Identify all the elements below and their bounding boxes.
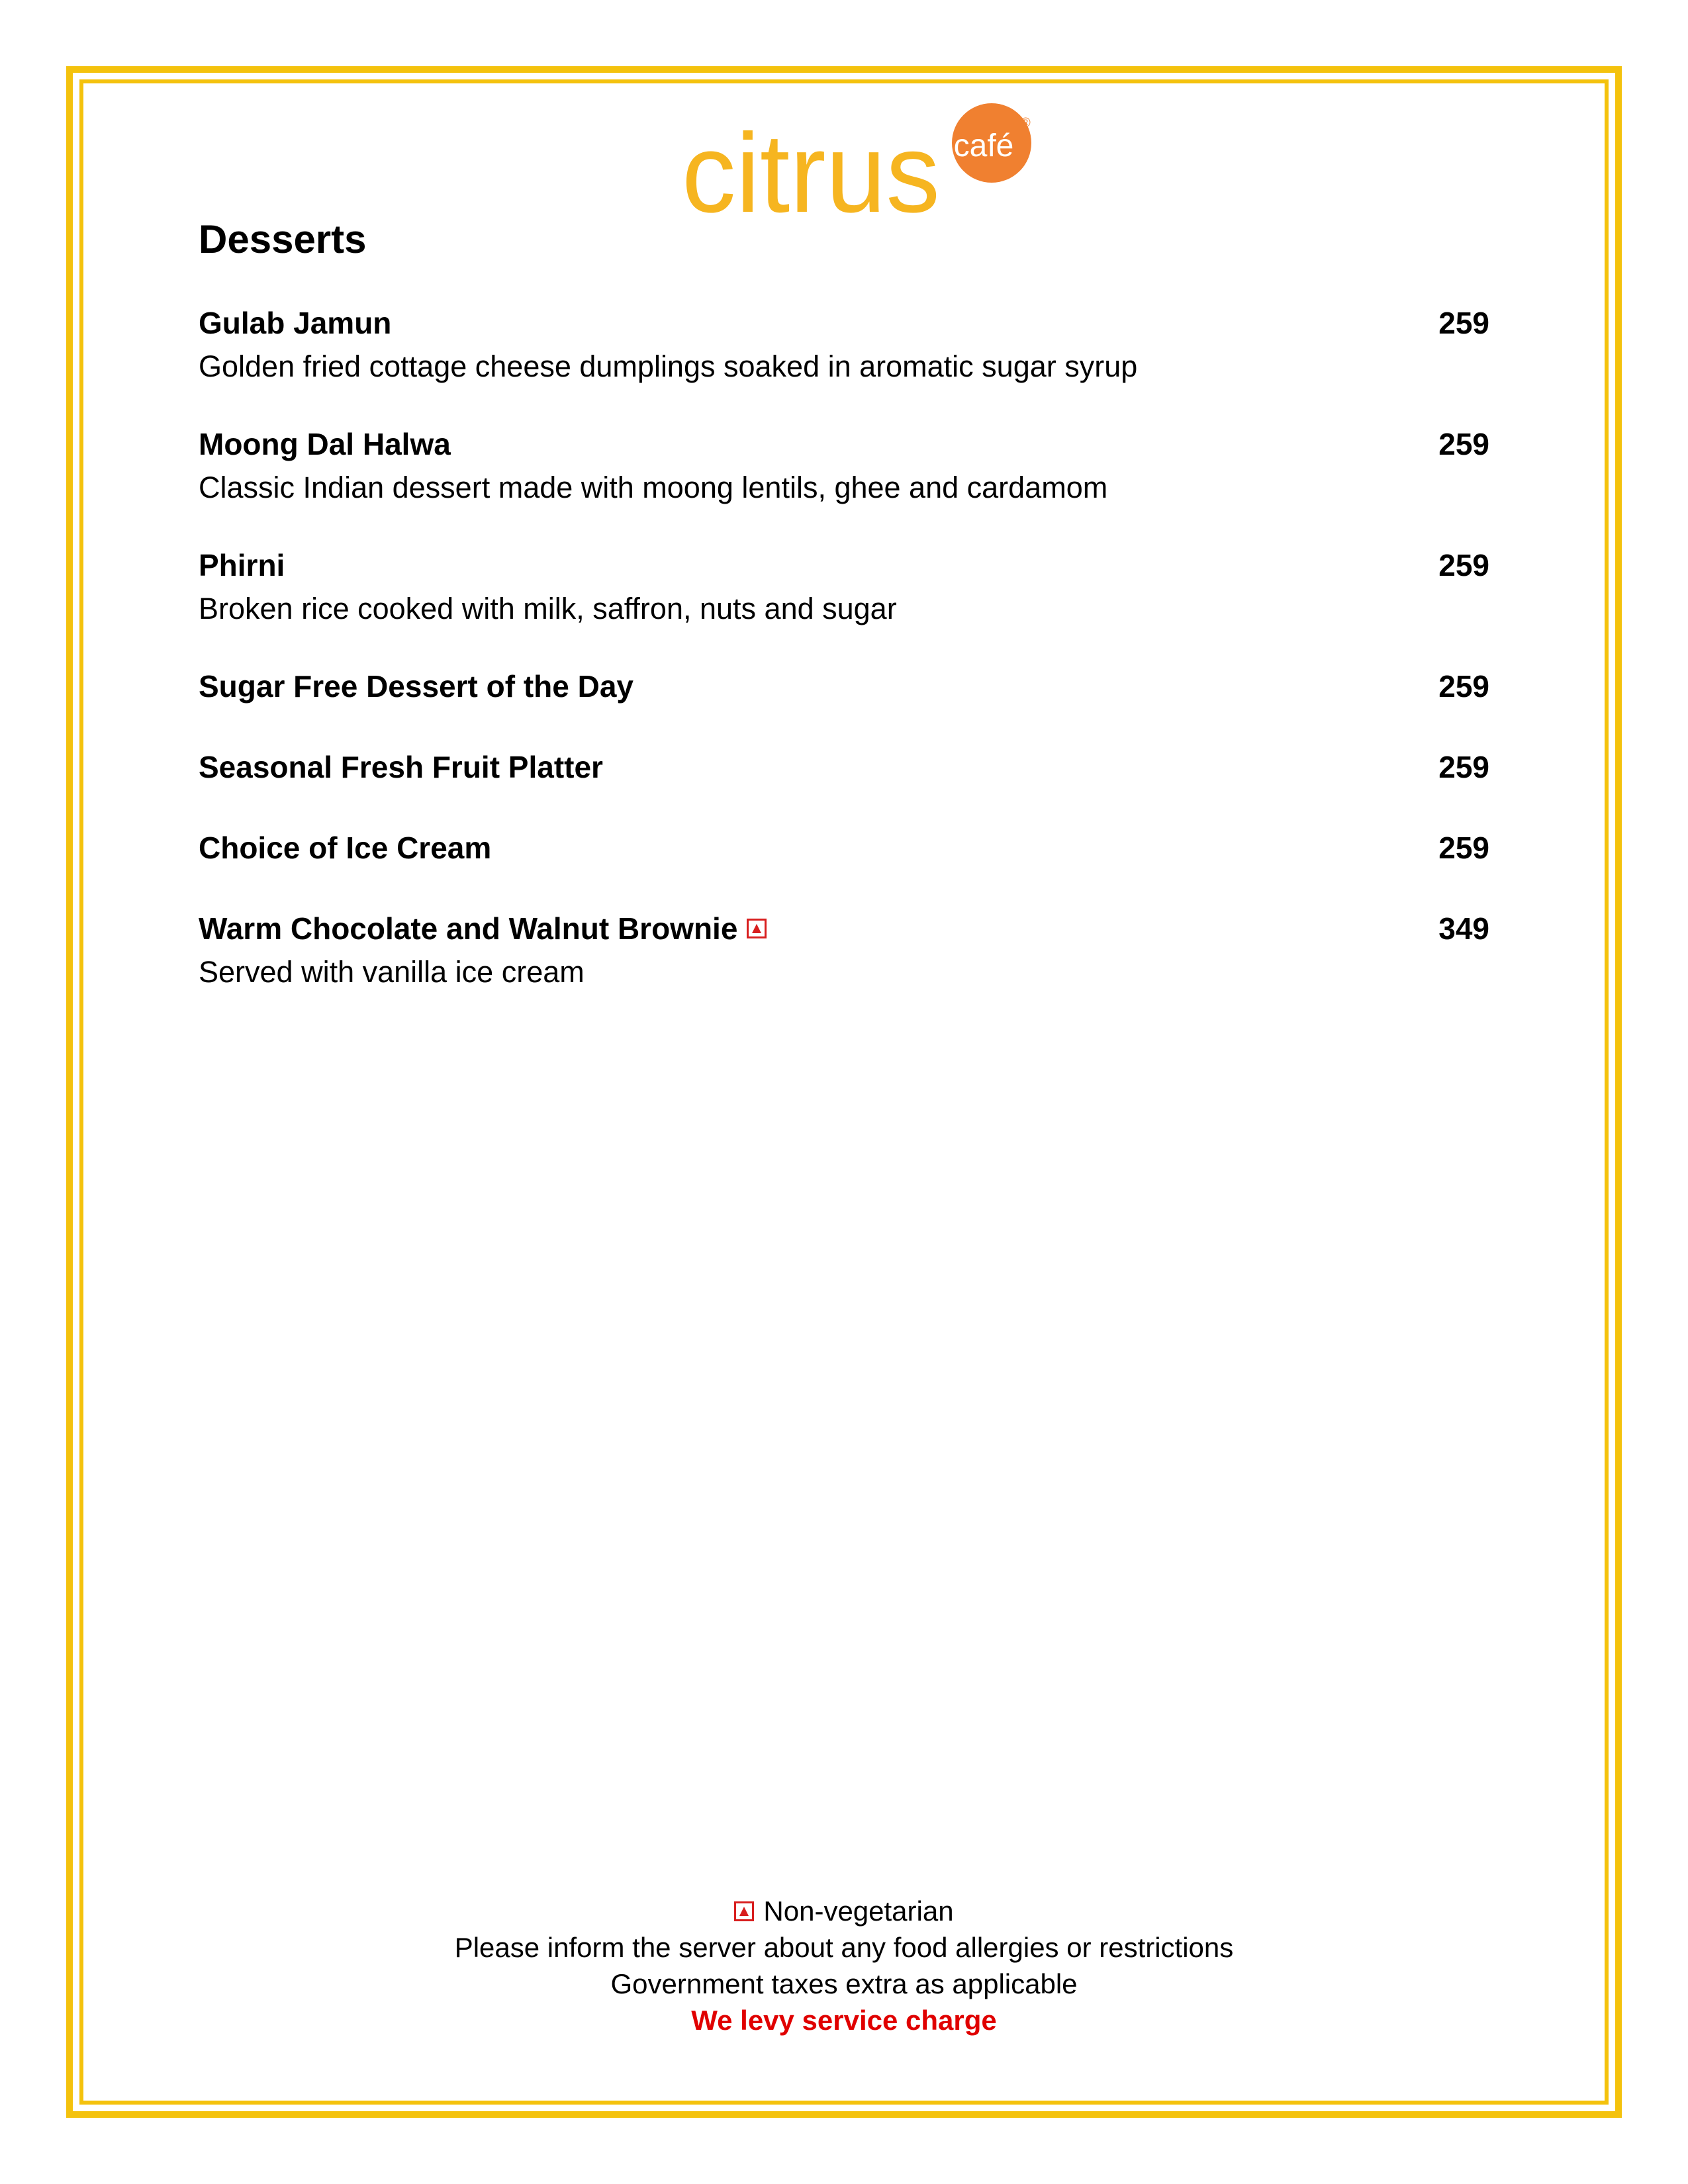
allergy-note: Please inform the server about any food allergies or restrictions xyxy=(454,1932,1234,1963)
item-price: 259 xyxy=(1438,548,1489,582)
item-price: 349 xyxy=(1438,911,1489,946)
item-price: 259 xyxy=(1438,427,1489,461)
item-price: 259 xyxy=(1438,669,1489,704)
service-charge-note: We levy service charge xyxy=(691,2005,997,2036)
menu-footer xyxy=(199,1893,1489,2038)
menu-item xyxy=(199,826,1489,870)
item-name: Seasonal Fresh Fruit Platter xyxy=(199,750,603,784)
menu-item xyxy=(199,301,1489,388)
item-description: Classic Indian dessert made with moong lentils, ghee and cardamom xyxy=(199,471,1108,504)
item-name: Warm Chocolate and Walnut Brownie xyxy=(199,911,767,946)
menu-item xyxy=(199,422,1489,510)
menu-item xyxy=(199,907,1489,994)
item-price: 259 xyxy=(1438,831,1489,865)
non-veg-legend xyxy=(199,1893,1489,1929)
legend-label: Non-vegetarian xyxy=(763,1895,954,1927)
item-description: Golden fried cottage cheese dumplings soaked in aromatic sugar syrup xyxy=(199,349,1138,383)
item-description: Broken rice cooked with milk, saffron, nuts and sugar xyxy=(199,592,897,625)
menu-item xyxy=(199,745,1489,789)
item-name: Gulab Jamun xyxy=(199,306,392,340)
item-name: Sugar Free Dessert of the Day xyxy=(199,669,634,704)
non-veg-icon xyxy=(734,1901,754,1921)
item-price: 259 xyxy=(1438,750,1489,784)
item-name: Moong Dal Halwa xyxy=(199,427,451,461)
logo-registered-mark: ® xyxy=(1021,116,1031,130)
logo-badge-text: café xyxy=(953,128,1014,163)
item-name: Phirni xyxy=(199,548,285,582)
item-description: Served with vanilla ice cream xyxy=(199,955,585,989)
menu-item xyxy=(199,543,1489,631)
citrus-cafe-logo xyxy=(682,99,1031,236)
item-name: Choice of Ice Cream xyxy=(199,831,492,865)
menu-item xyxy=(199,664,1489,708)
item-price: 259 xyxy=(1438,306,1489,340)
logo-wordmark: citrus xyxy=(682,111,940,236)
tax-note: Government taxes extra as applicable xyxy=(610,1968,1078,1999)
non-veg-icon xyxy=(747,919,767,938)
section-title: Desserts xyxy=(199,217,367,261)
